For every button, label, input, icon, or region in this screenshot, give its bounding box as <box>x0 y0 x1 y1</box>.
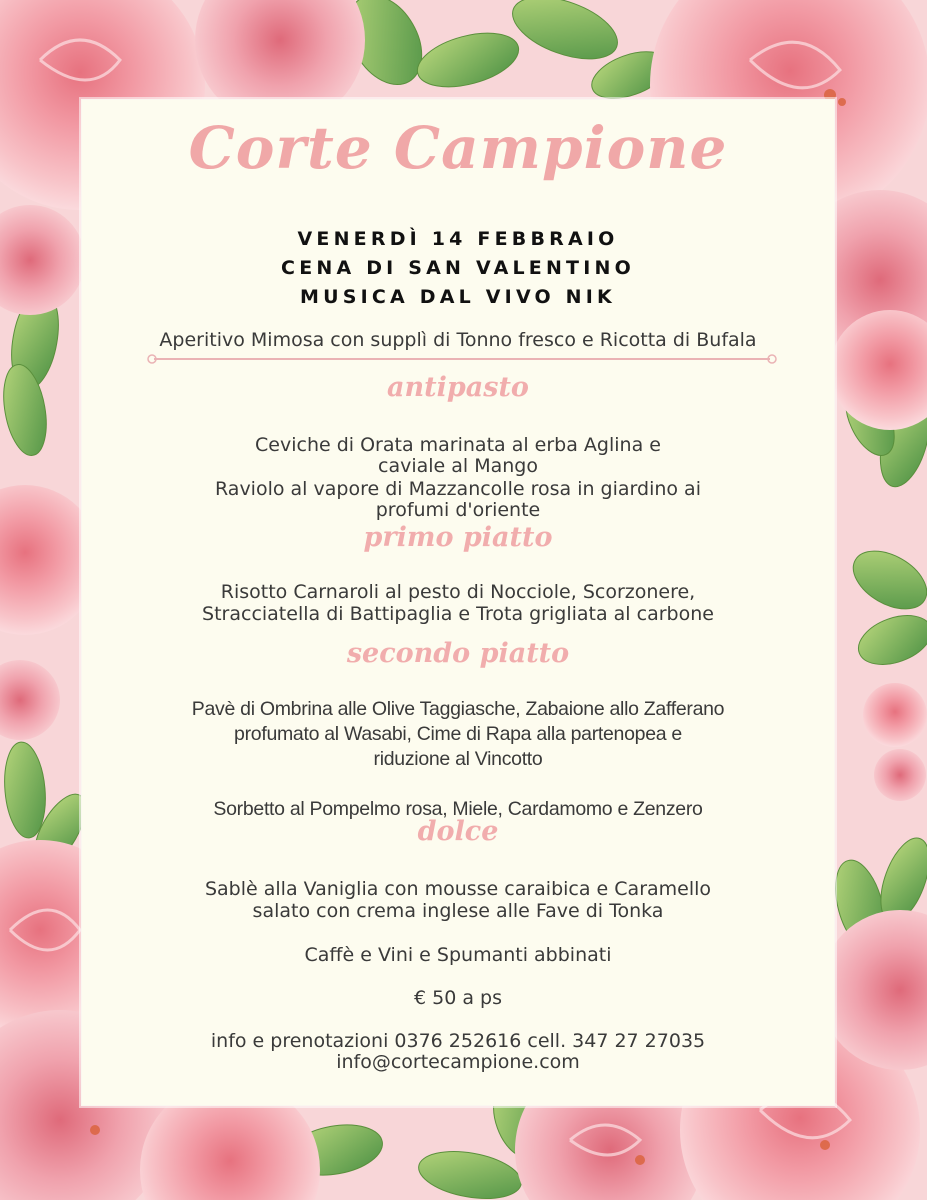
dolce-line-1: Sablè alla Vaniglia con mousse caraibica e Caramello <box>204 878 712 900</box>
secondo-heading: secondo piatto <box>346 638 570 669</box>
antipasto-line-2: caviale al Mango <box>378 455 538 477</box>
email-link[interactable]: info@cortecampione.com <box>336 1051 580 1073</box>
primo-heading: primo piatto <box>363 522 553 553</box>
antipasto-heading: antipasto <box>387 372 529 403</box>
dolce-heading: dolce <box>417 816 499 847</box>
dolce-line-2: salato con crema inglese alle Fave di Tonka <box>252 900 664 922</box>
sorbetto-line: Sorbetto al Pompelmo rosa, Miele, Cardamomo e Zenzero <box>213 798 703 820</box>
antipasto-line-4: profumi d'oriente <box>375 499 541 521</box>
decorative-divider <box>146 352 778 366</box>
event-date: VENERDÌ 14 FEBBRAIO <box>297 228 619 250</box>
primo-line-1: Risotto Carnaroli al pesto di Nocciole, Scorzonere, <box>220 581 696 603</box>
contacts-line: info e prenotazioni 0376 252616 cell. 347 27 27035 <box>210 1030 706 1052</box>
aperitivo-line: Aperitivo Mimosa con supplì di Tonno fresco e Ricotta di Bufala <box>159 329 757 351</box>
secondo-line-2: profumato al Wasabi, Cime di Rapa alla partenopea e <box>234 723 682 745</box>
price-line: € 50 a ps <box>414 987 502 1009</box>
event-name: CENA DI SAN VALENTINO <box>281 257 635 279</box>
event-music: MUSICA DAL VIVO NIK <box>300 286 616 308</box>
antipasto-line-1: Ceviche di Orata marinata al erba Aglina e <box>255 434 661 456</box>
primo-line-2: Stracciatella di Battipaglia e Trota grigliata al carbone <box>202 603 714 625</box>
menu-card <box>82 100 834 1105</box>
secondo-line-3: riduzione al Vincotto <box>373 748 543 770</box>
drinks-line: Caffè e Vini e Spumanti abbinati <box>304 944 612 966</box>
secondo-line-1: Pavè di Ombrina alle Olive Taggiasche, Zabaione allo Zafferano <box>191 698 725 720</box>
antipasto-line-3: Raviolo al vapore di Mazzancolle rosa in giardino ai <box>215 478 701 500</box>
restaurant-title: Corte Campione <box>188 114 728 182</box>
